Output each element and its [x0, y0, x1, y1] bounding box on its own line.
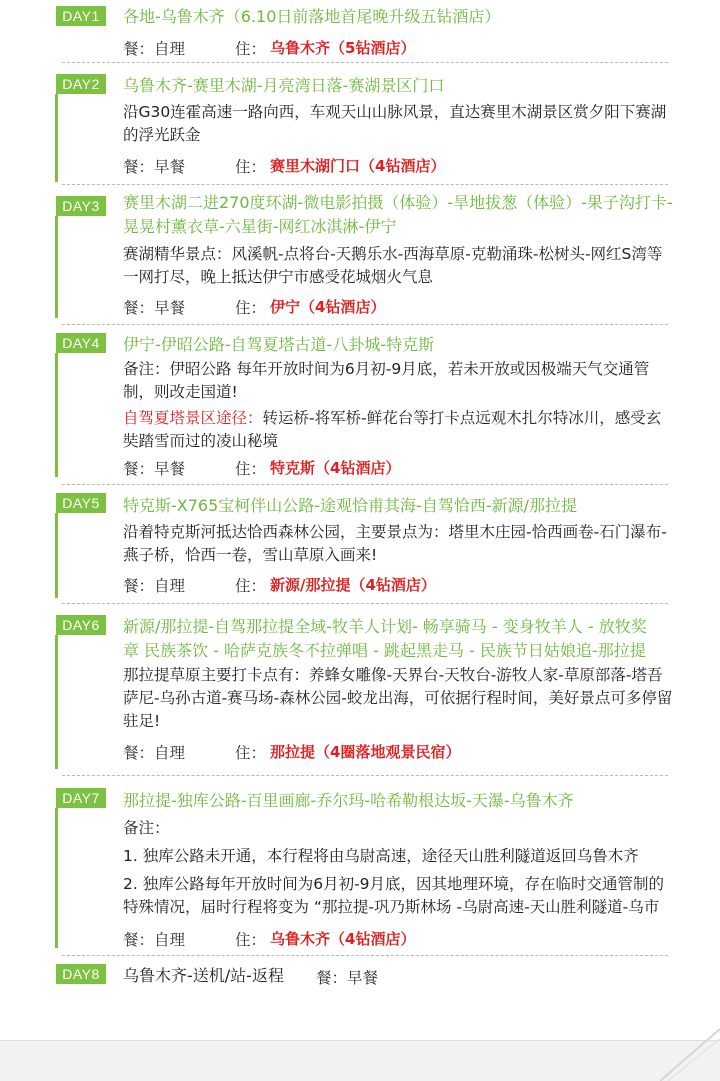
day-title: 赛里木湖二进270度环湖-微电影拍摄（体验）-旱地拔葱（体验）-果子沟打卡-晃晃村薰衣草-六星街-网红冰淇淋-伊宁 — [123, 193, 673, 236]
stay-label: 住： — [235, 40, 267, 58]
meal-value: 自理 — [154, 40, 186, 58]
meal-line — [123, 574, 185, 596]
day-title: 新源/那拉提-自驾那拉提全域-牧羊人计划- 畅享骑马 - 变身牧羊人 - 放牧奖章 民族茶饮 - 哈萨克族冬不拉弹唱 - 跳起黑走马 - 民族节日姑娘追-那拉提 — [123, 617, 647, 660]
divider — [62, 775, 668, 776]
meal-line — [123, 741, 185, 763]
day-rule — [55, 216, 58, 318]
day-note: 备注：伊昭公路 每年开放时间为6月初-9月底，若未开放或因极端天气交通管制，则改走国道! — [123, 360, 650, 401]
divider — [62, 324, 668, 325]
meal-line — [123, 37, 185, 59]
corner-swoosh-decoration — [660, 1025, 720, 1081]
day-rule — [55, 353, 58, 477]
day-title: 各地-乌鲁木齐（6.10日前落地首尾晚升级五钻酒店） — [123, 7, 501, 26]
day-description — [123, 407, 674, 453]
day-badge: DAY1 — [56, 6, 106, 26]
stay-label: 住： — [235, 158, 267, 176]
day-note-item: 1. 独库公路未开通，本行程将由乌尉高速，途径天山胜利隧道返回乌鲁木齐 — [123, 847, 639, 865]
divider — [62, 184, 668, 185]
meal-label: 餐： — [123, 40, 155, 58]
meal-line — [123, 928, 185, 950]
stay-label: 住： — [235, 744, 267, 762]
meal-value: 早餐 — [154, 299, 186, 317]
meal-line — [316, 966, 378, 988]
meal-line — [123, 457, 185, 479]
day-description: 那拉提草原主要打卡点有：养蜂女雕像-天界台-天牧台-游牧人家-草原部落-塔吾萨尼-乌孙古道-赛马场-森林公园-蛟龙出海，可依据行程时间，美好景点可多停留驻足! — [123, 666, 673, 730]
day-badge: DAY6 — [56, 615, 106, 635]
stay-value: 特克斯（4钻酒店） — [270, 459, 401, 477]
stay-value: 那拉提（4圈落地观景民宿） — [270, 743, 461, 761]
day-badge: DAY5 — [56, 493, 106, 513]
day-badge: DAY7 — [56, 788, 106, 808]
day-note-item: 2. 独库公路每年开放时间为6月初-9月底，因其地理环境，存在临时交通管制的特殊情况，届时行程将变为 “那拉提-巩乃斯林场 -乌尉高速-天山胜利隧道-乌市 — [123, 875, 665, 916]
meal-value: 自理 — [154, 931, 186, 949]
stay-value: 赛里木湖门口（4钻酒店） — [270, 157, 446, 175]
divider — [62, 62, 668, 63]
divider — [62, 603, 668, 604]
day-badge: DAY2 — [56, 74, 106, 94]
meal-value: 早餐 — [347, 969, 379, 987]
highlight-text: 转运桥-将军桥-鲜花台等打卡点远观木扎尔特冰川，感受玄奘踏雪而过的凌山秘境 — [123, 409, 662, 450]
meal-label: 餐： — [123, 158, 155, 176]
day-description: 赛湖精华景点：风溪帆-点将台-天鹅乐水-西海草原-克勒涌珠-松树头-网红S湾等一网打尽，晚上抵达伊宁市感受花城烟火气息 — [123, 245, 663, 286]
meal-line — [123, 155, 185, 177]
day-title: 那拉提-独库公路-百里画廊-乔尔玛-哈希勒根达坂-天瀑-乌鲁木齐 — [123, 791, 574, 810]
meal-value: 早餐 — [154, 460, 186, 478]
meal-label: 餐： — [123, 744, 155, 762]
highlight-label: 自驾夏塔景区途径： — [123, 409, 263, 427]
day-rule — [55, 808, 58, 948]
day-badge: DAY3 — [56, 196, 106, 216]
divider — [62, 955, 668, 956]
day-title: 乌鲁木齐-赛里木湖-月亮湾日落-赛湖景区门口 — [123, 76, 445, 95]
day-note-heading: 备注： — [123, 819, 170, 837]
day-rule — [55, 513, 58, 598]
stay-value: 伊宁（4钻酒店） — [270, 298, 386, 316]
day-description: 沿着特克斯河抵达恰西森林公园，主要景点为：塔里木庄园-恰西画卷-石门瀑布-燕子桥，恰西一卷，雪山草原入画来! — [123, 523, 667, 564]
day-rule — [55, 635, 58, 769]
stay-label: 住： — [235, 931, 267, 949]
stay-value: 乌鲁木齐（4钻酒店） — [270, 930, 416, 948]
stay-label: 住： — [235, 577, 267, 595]
stay-value: 新源/那拉提（4钻酒店） — [270, 576, 436, 594]
day-badge: DAY8 — [56, 964, 106, 984]
meal-line — [123, 296, 185, 318]
day-badge: DAY4 — [56, 333, 106, 353]
stay-label: 住： — [235, 299, 267, 317]
day-description: 沿G30连霍高速一路向西，车观天山山脉风景，直达赛里木湖景区赏夕阳下赛湖的浮光跃金 — [123, 103, 667, 144]
meal-label: 餐： — [316, 969, 348, 987]
meal-value: 早餐 — [154, 158, 186, 176]
meal-value: 自理 — [154, 744, 186, 762]
divider — [62, 484, 668, 485]
meal-label: 餐： — [123, 931, 155, 949]
stay-value: 乌鲁木齐（5钻酒店） — [270, 39, 416, 57]
day-title: 乌鲁木齐-送机/站-返程 — [123, 966, 284, 985]
meal-value: 自理 — [154, 577, 186, 595]
meal-label: 餐： — [123, 577, 155, 595]
day-title: 特克斯-X765宝柯伴山公路-途观恰甫其海-自驾恰西-新源/那拉提 — [123, 496, 577, 515]
meal-label: 餐： — [123, 299, 155, 317]
meal-label: 餐： — [123, 460, 155, 478]
stay-label: 住： — [235, 460, 267, 478]
day-rule — [55, 94, 58, 182]
footer-band — [0, 1041, 720, 1081]
day-title: 伊宁-伊昭公路-自驾夏塔古道-八卦城-特克斯 — [123, 335, 435, 354]
